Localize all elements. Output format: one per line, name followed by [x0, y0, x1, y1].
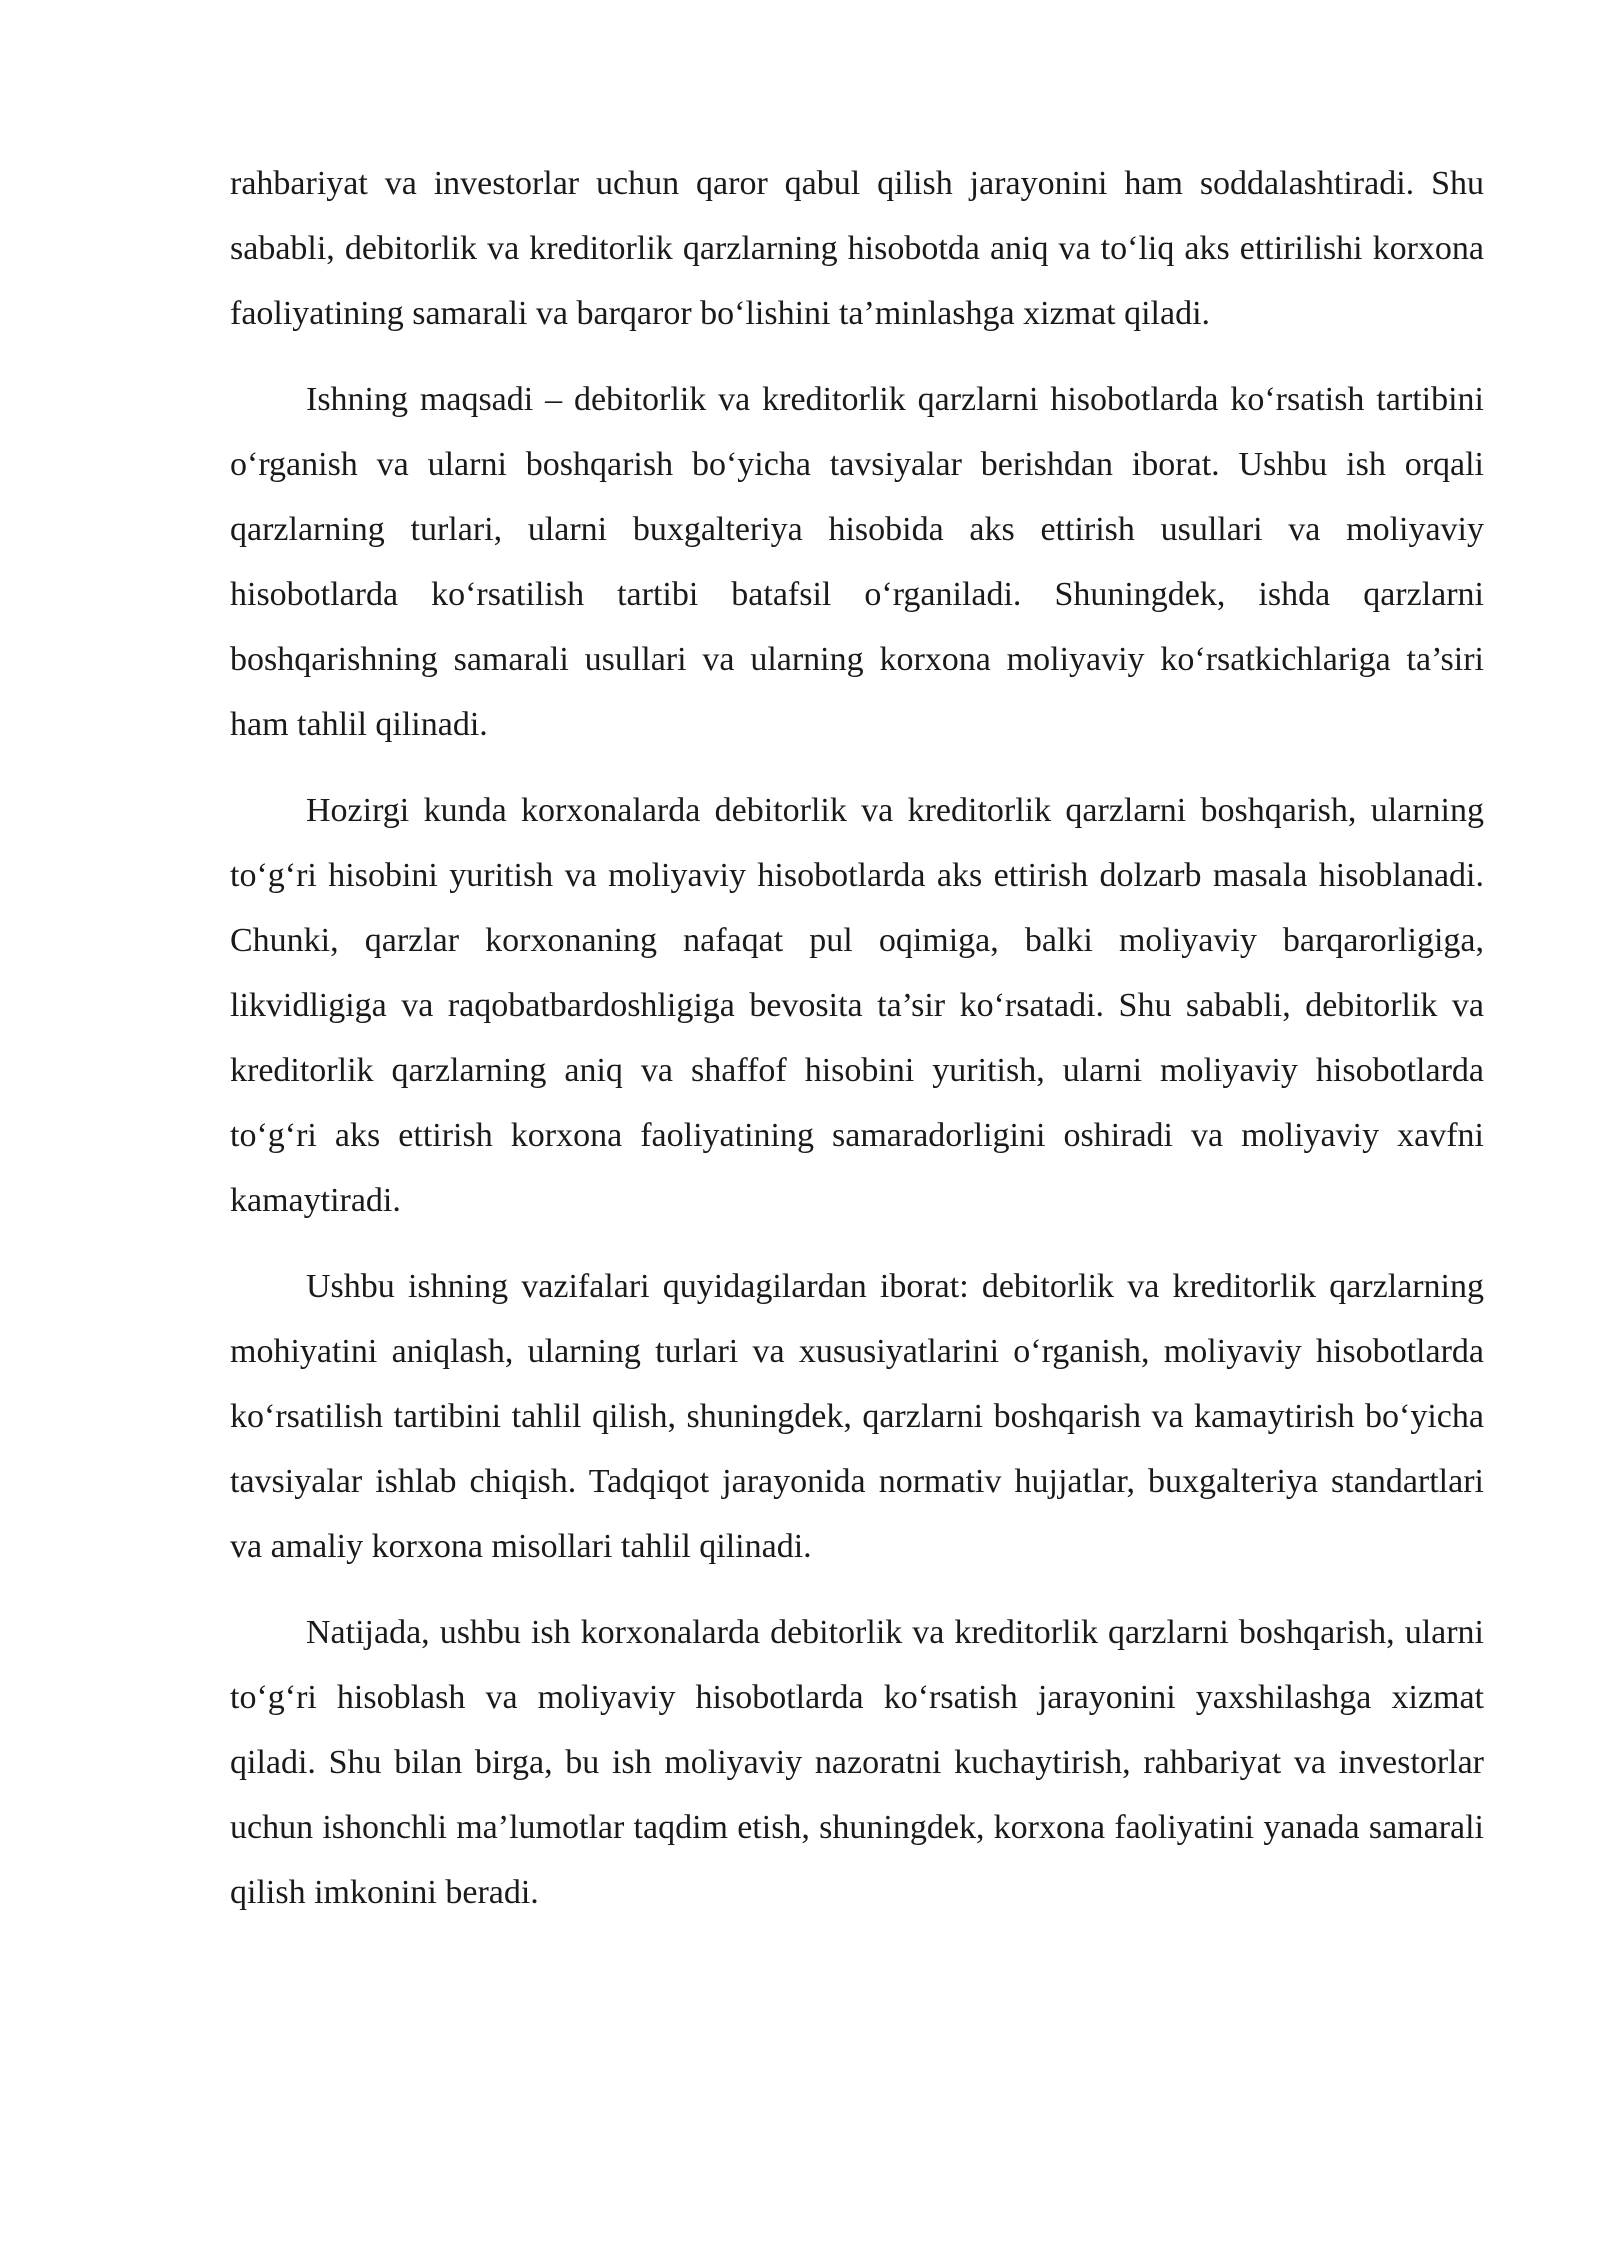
- paragraph-tasks: Ushbu ishning vazifalari quyidagilardan iborat: debitorlik va kreditorlik qarzlarning mohiyatini aniqlash, ularning turlari va xususiyatlarini o‘rganish, moliyaviy hisobotlarda ko‘rsatilish tartibini tahlil qilish, shuningdek, qarzlarni boshqarish va kamaytirish bo‘yicha tavsiyalar ishlab chiqish. Tadqiqot jarayonida normativ hujjatlar, buxgalteriya standartlari va amaliy korxona misollari tahlil qilinadi.: [230, 1268, 1484, 1565]
- paragraph-result: Natijada, ushbu ish korxonalarda debitorlik va kreditorlik qarzlarni boshqarish, ularni to‘g‘ri hisoblash va moliyaviy hisobotlarda ko‘rsatish jarayonini yaxshilashga xizmat qiladi. Shu bilan birga, bu ish moliyaviy nazoratni kuchaytirish, rahbariyat va investorlar uchun ishonchli ma’lumotlar taqdim etish, shuningdek, korxona faoliyatini yanada samarali qilish imkonini beradi.: [230, 1614, 1484, 1911]
- paragraph-goal: Ishning maqsadi – debitorlik va kreditorlik qarzlarni hisobotlarda ko‘rsatish tartibini o‘rganish va ularni boshqarish bo‘yicha tavsiyalar berishdan iborat. Ushbu ish orqali qarzlarning turlari, ularni buxgalteriya hisobida aks ettirish usullari va moliyaviy hisobotlarda ko‘rsatilish tartibi batafsil o‘rganiladi. Shuningdek, ishda qarzlarni boshqarishning samarali usullari va ularning korxona moliyaviy ko‘rsatkichlariga ta’siri ham tahlil qilinadi.: [230, 381, 1484, 743]
- paragraph-continuation: rahbariyat va investorlar uchun qaror qabul qilish jarayonini ham soddalashtiradi. Shu sababli, debitorlik va kreditorlik qarzlarning hisobotda aniq va to‘liq aks ettirilishi korxona faoliyatining samarali va barqaror bo‘lishini ta’minlashga xizmat qiladi.: [230, 165, 1484, 332]
- page-body: [230, 151, 1484, 1925]
- paragraph-relevance: Hozirgi kunda korxonalarda debitorlik va kreditorlik qarzlarni boshqarish, ularning to‘g‘ri hisobini yuritish va moliyaviy hisobotlarda aks ettirish dolzarb masala hisoblanadi. Chunki, qarzlar korxonaning nafaqat pul oqimiga, balki moliyaviy barqarorligiga, likvidligiga va raqobatbardoshligiga bevosita ta’sir ko‘rsatadi. Shu sababli, debitorlik va kreditorlik qarzlarning aniq va shaffof hisobini yuritish, ularni moliyaviy hisobotlarda to‘g‘ri aks ettirish korxona faoliyatining samaradorligini oshiradi va moliyaviy xavfni kamaytiradi.: [230, 792, 1484, 1219]
